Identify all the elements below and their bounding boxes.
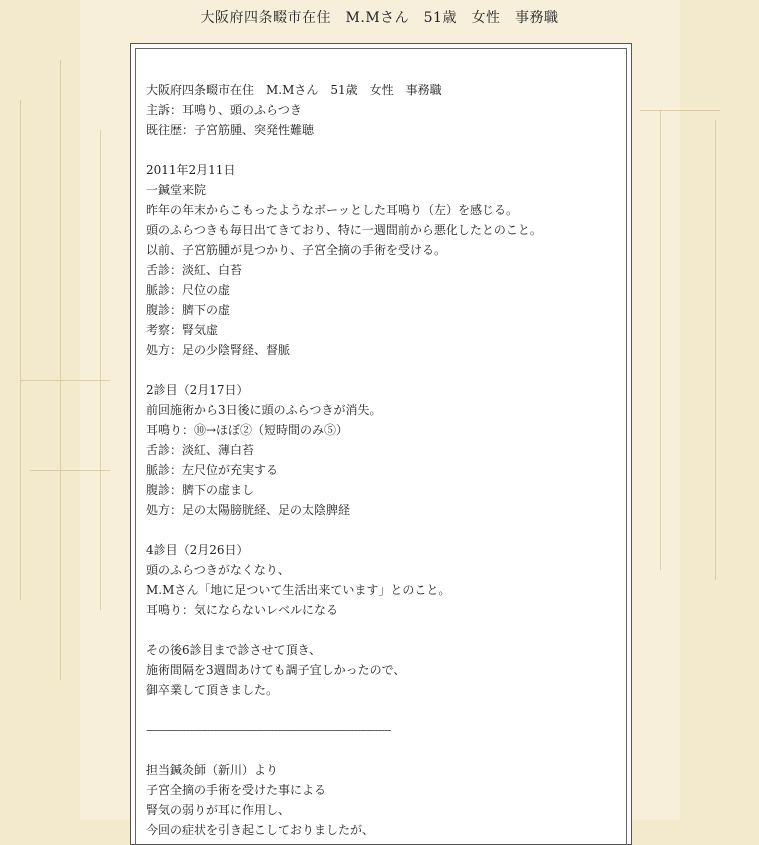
bg-ink-line [30,470,110,471]
article-line: 大阪府四条畷市在住 M.Mさん 51歳 女性 事務職 [146,83,442,97]
article-line: 頭のふらつきがなくなり、 [146,563,290,577]
paragraph-gap [146,140,606,160]
article-line: 以前、子宮筋腫が見つかり、子宮全摘の手術を受ける。 [146,243,447,257]
article-line: 4診目（2月26日） [146,543,249,557]
article-line: 2診目（2月17日） [146,383,249,397]
bg-ink-line [100,130,101,610]
bg-ink-line [20,100,21,600]
article-line: 考察：腎気虚 [146,323,219,337]
article-line: 耳鳴り：気にならないレベルになる [146,603,339,617]
article-line: 舌診：淡紅、薄白苔 [146,443,255,457]
article-line: 腹診：臍下の虚まし [146,483,255,497]
article-line: 処方：足の少陰腎経、督脈 [146,343,291,357]
article-line: 昨年の年末からこもったようなボーッとした耳鳴り（左）を感じる。 [146,203,519,217]
article-line: 耳鳴り：⑩→ほぼ②（短時間のみ⑤） [146,423,349,437]
article-line: 処方：足の太陽膀胱経、足の太陰脾経 [146,503,351,517]
article-line: 子宮全摘の手術を受けた事による [146,783,327,797]
article-line: 2011年2月11日 [146,163,236,177]
bg-ink-line [660,110,661,570]
article-frame [130,43,632,845]
bg-ink-line [640,110,720,111]
bg-ink-line [60,60,61,680]
paragraph-gap [146,520,606,540]
article-line: 御卒業して頂きました。 [146,683,279,697]
article-line: 既往歴：子宮筋腫、突発性難聴 [146,123,315,137]
article-line: 前回施術から3日後に頭のふらつきが消失。 [146,403,382,417]
paragraph-gap [146,620,606,640]
article-line: 舌診：淡紅、白苔 [146,263,243,277]
article-line: 脈診：尺位の虚 [146,283,231,297]
article-line: 頭のふらつきも毎日出てきており、特に一週間前から悪化したとのこと。 [146,223,542,237]
article-line: 脈診：左尺位が充実する [146,463,279,477]
article-line: M.Mさん「地に足ついて生活出来ています」とのこと。 [146,583,451,597]
paragraph-gap [146,360,606,380]
article-line: 施術間隔を3週間あけても調子宜しかったので、 [146,663,406,677]
page-title: 大阪府四条畷市在住 M.Mさん 51歳 女性 事務職 [200,10,559,26]
paragraph-gap [146,740,606,760]
divider-line: -------------------------------------------------------------------------------- [146,723,391,737]
article-body [146,80,606,840]
bg-ink-line [715,120,716,580]
article-line: 腎気の弱りが耳に作用し、 [146,803,291,817]
article-line: 一鍼堂来院 [146,183,207,197]
article-line: 担当鍼灸師（新川）より [146,763,279,777]
article-line: その後6診目まで診させて頂き、 [146,643,322,657]
paragraph-gap [146,700,606,720]
article-line: 今回の症状を引き起こしておりましたが、 [146,823,375,837]
article-line: 主訴：耳鳴り、頭のふらつき [146,103,302,117]
bg-ink-line [20,380,110,381]
article-line: 腹診：臍下の虚 [146,303,231,317]
